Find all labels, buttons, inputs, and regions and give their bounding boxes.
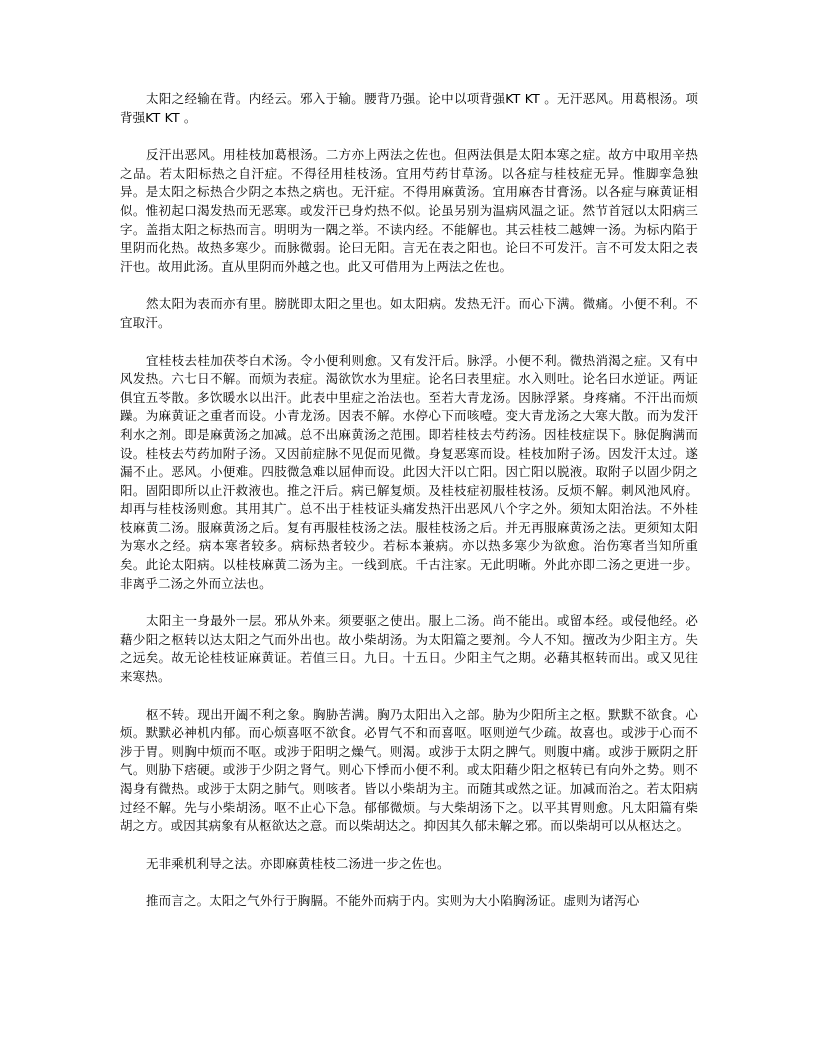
paragraph-2: 反汗出恶风。用桂枝加葛根汤。二方亦上两法之佐也。但两法俱是太阳本寒之症。故方中取用辛热之品。若太阳标热之自汗症。不得径用桂枝汤。宜用芍药甘草汤。以各症与桂枝症无异。惟脚挛急独异。是太阳之标热合少阴之本热之病也。无汗症。不得用麻黄汤。宜用麻杏甘膏汤。以各症与麻黄证相似。惟初起口渴发热而无恶寒。或发汗已身灼热不似。论虽另别为温病风温之证。然节首冠以太阳病三字。盖指太阳之标热而言。明明为一隅之举。不读内经。不能解也。其云桂枝二越婢一汤。为标内陷于里阴而化热。故热多寒少。而脉微弱。论曰无阳。言无在表之阳也。论曰不可发汗。言不可发太阳之表汗也。故用此汤。直从里阴而外越之也。此又可借用为上两法之佐也。 [120,147,698,274]
paragraph-8: 推而言之。太阳之气外行于胸膈。不能外而病于内。实则为大小陷胸汤证。虚则为诸泻心 [146,893,640,909]
paragraph-6: 枢不转。现出开阖不利之象。胸胁苦满。胸乃太阳出入之部。胁为少阳所主之枢。默默不欲食。心烦。默默必神机内郁。而心烦喜呕不欲食。必胃气不和而喜呕。呕则逆气少疏。故喜也。或涉于心而不涉于胃。则胸中烦而不呕。或涉于阳明之燥气。则渴。或涉于太阴之脾气。则腹中痛。或涉于厥阴之肝气。则胁下痞硬。或涉于少阴之肾气。则心下悸而小便不利。或太阳藉少阳之枢转已有向外之势。则不渴身有微热。或涉于太阴之肺气。则咳者。皆以小柴胡为主。而随其或然之证。加减而治之。若太阳病过经不解。先与小柴胡汤。呕不止心下急。郁郁微烦。与大柴胡汤下之。以平其胃则愈。凡太阳篇有柴胡之方。或因其病象有从枢欲达之意。而以柴胡达之。抑因其久郁未解之邪。而以柴胡可以从枢达之。 [120,706,698,834]
paragraph-7: 无非乘机利导之法。亦即麻黄桂枝二汤进一步之佐也。 [146,855,450,871]
paragraph-5: 太阳主一身最外一层。邪从外来。须要驱之使出。服上二汤。尚不能出。或留本经。或侵他经。必藉少阳之枢转以达太阳之气而外出也。故小柴胡汤。为太阳篇之要剂。今人不知。擅改为少阳主方。失之远矣。故无论桂枝证麻黄证。若值三日。九日。十五日。少阳主气之期。必藉其枢转而出。或又见往来寒热。 [120,613,698,685]
paragraph-4: 宜桂枝去桂加茯苓白术汤。令小便利则愈。又有发汗后。脉浮。小便不利。微热消渴之症。又有中风发热。六七日不解。而烦为表症。渴欲饮水为里症。论名曰表里症。水入则吐。论名曰水逆证。两证俱宜五苓散。多饮暖水以出汗。此表中里症之治法也。至若大青龙汤。因脉浮紧。身疼痛。不汗出而烦躁。为麻黄证之重者而设。小青龙汤。因表不解。水停心下而咳噎。变大青龙汤之大寒大散。而为发汗利水之剂。即是麻黄汤之加减。总不出麻黄汤之范围。即若桂枝去芍药汤。因桂枝症误下。脉促胸满而设。桂枝去芍药加附子汤。又因前症脉不见促而见微。身复恶寒而设。桂枝加附子汤。因发汗太过。遂漏不止。恶风。小便难。四肢微急难以屈伸而设。此因大汗以亡阳。因亡阳以脱液。取附子以固少阴之阳。固阳即所以止汗救液也。推之汗后。病已解复烦。及桂枝症初服桂枝汤。反烦不解。刺风池风府。却再与桂枝汤则愈。其用其广。总不出于桂枝证头痛发热汗出恶风八个字之外。须知太阳治法。不外桂枝麻黄二汤。服麻黄汤之后。复有再服桂枝汤之法。服桂枝汤之后。并无再服麻黄汤之法。更须知太阳为寒水之经。病本寒者较多。病标热者较少。若标本兼病。亦以热多寒少为欲愈。治伤寒者当知所重矣。此论太阳病。以桂枝麻黄二汤为主。一线到底。千古注家。无此明晰。外此亦即二汤之更进一步。非离乎二汤之外而立法也。 [120,352,698,591]
document-page [120,90,698,930]
paragraph-1: 太阳之经输在背。内经云。邪入于输。腰背乃强。论中以项背强KT KT 。无汗恶风。用葛根汤。项背强KT KT 。 [120,91,698,125]
paragraph-3: 然太阳为表而亦有里。膀胱即太阳之里也。如太阳病。发热无汗。而心下满。微痛。小便不利。不宜取汗。 [120,296,698,330]
